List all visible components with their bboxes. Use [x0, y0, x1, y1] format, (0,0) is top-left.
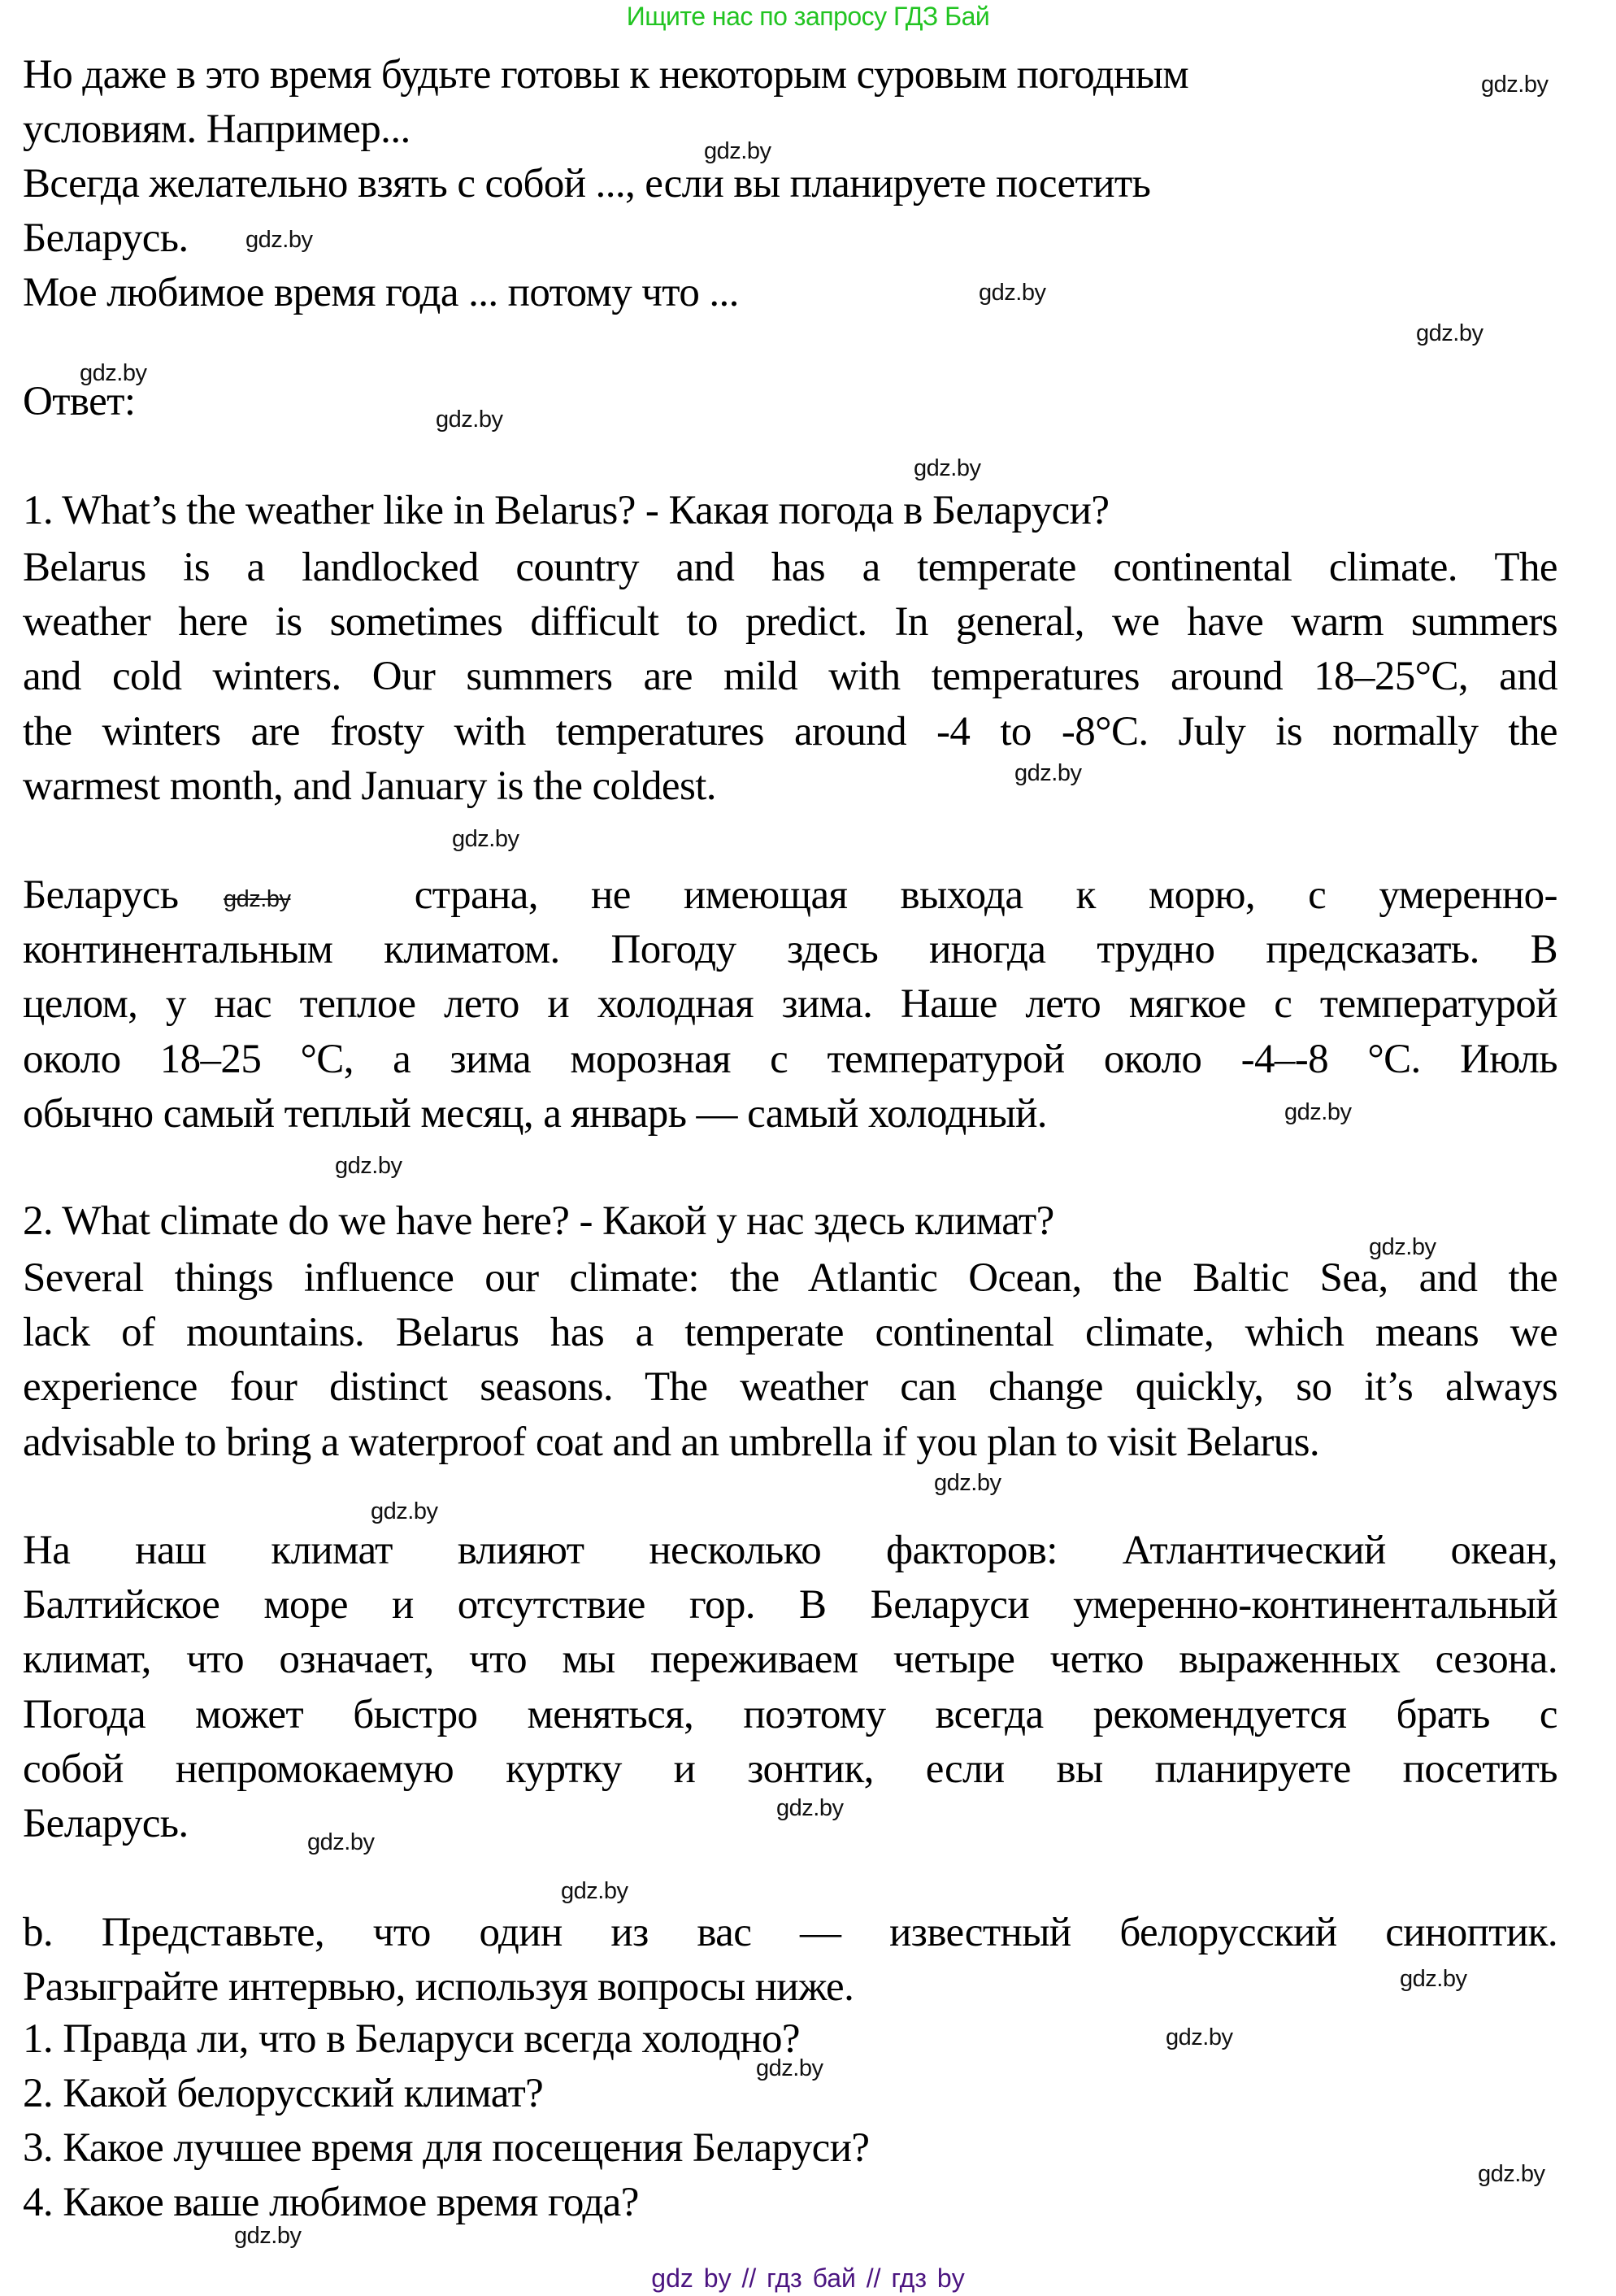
paragraph-line: experience four distinct seasons. The weather can change quickly, so it’s always	[23, 1364, 1557, 1411]
word: На	[23, 1528, 71, 1573]
word: температурой	[827, 1036, 1065, 1082]
site-banner: Ищите нас по запросу ГДЗ Бай	[626, 2, 990, 31]
word: -8°C.	[1061, 708, 1149, 754]
paragraph-line: Беларусь.	[23, 1800, 189, 1846]
section2-english-paragraph	[23, 1251, 1557, 1470]
interview-question: 1. Правда ли, что в Беларуси всегда холодно?	[23, 2016, 800, 2062]
watermark: gdz.by	[224, 886, 291, 912]
watermark: gdz.by	[1478, 2161, 1545, 2187]
word: известный	[889, 1910, 1071, 1955]
prompt-line: Но даже в это время будьте готовы к некоторым суровым погодным	[23, 52, 1189, 98]
word: continental	[1113, 545, 1292, 590]
word: морю,	[1148, 872, 1256, 918]
word: иногда	[928, 927, 1046, 973]
paragraph-line: lack of mountains. Belarus has a temperate continental climate, which means we	[23, 1310, 1557, 1356]
paragraph-line: Разыграйте интервью, используя вопросы ниже.	[23, 1964, 854, 2011]
word: один	[479, 1910, 563, 1955]
word: меняться,	[527, 1691, 694, 1737]
word: —	[799, 1910, 841, 1955]
paragraph-line	[23, 705, 1557, 759]
word: предсказать.	[1266, 927, 1479, 973]
word: a	[246, 545, 265, 590]
word: океан,	[1450, 1528, 1557, 1573]
word: из	[610, 1910, 649, 1955]
paragraph-line: and cold winters. Our summers are mild with temperatures around 18–25°C, and	[23, 654, 1557, 700]
paragraph-line: климат, что означает, что мы переживаем четыре четко выраженных сезона.	[23, 1637, 1557, 1683]
word: °С,	[300, 1036, 354, 1082]
word: temperatures	[555, 708, 764, 754]
word: winters	[102, 708, 221, 754]
word: морозная	[570, 1036, 731, 1082]
word: непромокаемую	[175, 1746, 454, 1792]
word: normally	[1332, 708, 1479, 754]
watermark: gdz.by	[1014, 760, 1082, 786]
watermark: gdz.by	[561, 1878, 628, 1904]
word: The	[1494, 545, 1557, 590]
paragraph-line: Several things influence our climate: the Atlantic Ocean, the Baltic Sea, and the	[23, 1255, 1557, 1301]
word: зонтик,	[747, 1746, 874, 1792]
watermark: gdz.by	[1369, 1234, 1436, 1260]
word: is	[1275, 708, 1303, 754]
watermark: gdz.by	[1400, 1966, 1467, 1992]
word: быстро	[353, 1691, 478, 1737]
paragraph-line: Балтийское море и отсутствие гор. В Беларуси умеренно-континентальный	[23, 1582, 1557, 1629]
word: климатом.	[384, 927, 560, 973]
word: with	[454, 708, 526, 754]
paragraph-line	[23, 1033, 1557, 1087]
word: что	[372, 1910, 431, 1955]
paragraph-line	[23, 1524, 1557, 1578]
word: country	[515, 545, 639, 590]
paragraph-line: advisable to bring a waterproof coat and an umbrella if you plan to visit Belarus.	[23, 1419, 1320, 1465]
paragraph-line: warmest month, and January is the coldest.	[23, 763, 716, 809]
prompt-line: Мое любимое время года ... потому что ...	[23, 270, 739, 315]
word: has	[771, 545, 826, 590]
word: -4	[936, 708, 971, 754]
watermark: gdz.by	[756, 2055, 823, 2081]
watermark: gdz.by	[979, 280, 1046, 306]
word: °С.	[1367, 1036, 1421, 1082]
word: b.	[23, 1910, 54, 1955]
word: с	[1539, 1691, 1557, 1737]
word: около	[23, 1036, 121, 1082]
paragraph-line	[23, 923, 1557, 977]
word: не	[591, 872, 631, 918]
word: куртку	[506, 1746, 622, 1792]
word: July	[1178, 708, 1246, 754]
watermark: gdz.by	[307, 1829, 375, 1855]
watermark: gdz.by	[704, 138, 771, 164]
paragraph-line: weather here is sometimes difficult to predict. In general, we have warm summers	[23, 599, 1557, 646]
interview-question: 3. Какое лучшее время для посещения Беларуси?	[23, 2125, 870, 2171]
word: брать	[1396, 1691, 1490, 1737]
word: Погода	[23, 1691, 146, 1737]
word: the	[23, 708, 72, 754]
word: Беларусь	[23, 872, 179, 918]
interview-question: 4. Какое ваше любимое время года?	[23, 2180, 639, 2225]
word: to	[1000, 708, 1032, 754]
prompt-line: условиям. Например...	[23, 107, 411, 152]
word: temperate	[917, 545, 1076, 590]
paragraph-line	[23, 1906, 1557, 1960]
watermark: gdz.by	[452, 826, 519, 852]
word: landlocked	[302, 545, 479, 590]
paragraph-line: обычно самый теплый месяц, а январь — самый холодный.	[23, 1090, 1047, 1137]
word: факторов:	[886, 1528, 1058, 1573]
word: страна,	[414, 872, 538, 918]
watermark: gdz.by	[234, 2223, 302, 2249]
watermark: gdz.by	[776, 1795, 844, 1821]
word: может	[195, 1691, 304, 1737]
word: around	[793, 708, 906, 754]
word: frosty	[330, 708, 424, 754]
watermark: gdz.by	[371, 1498, 438, 1524]
word: и	[673, 1746, 696, 1792]
paragraph-line	[23, 1742, 1557, 1797]
watermark: gdz.by	[1166, 2024, 1233, 2050]
word: Атлантический	[1122, 1528, 1386, 1573]
word: наш	[135, 1528, 206, 1573]
word: посетить	[1402, 1746, 1557, 1792]
word: здесь	[787, 927, 879, 973]
word: если	[925, 1746, 1005, 1792]
section2-question: 2. What climate do we have here? - Какой у нас здесь климат?	[23, 1198, 1054, 1244]
paragraph-line	[23, 541, 1557, 595]
word: climate.	[1328, 545, 1457, 590]
word: Представьте,	[101, 1910, 325, 1955]
word: трудно	[1097, 927, 1215, 973]
watermark: gdz.by	[1416, 320, 1484, 346]
word: несколько	[649, 1528, 822, 1573]
watermark: gdz.by	[914, 455, 981, 481]
word: and	[676, 545, 735, 590]
section1-english-paragraph	[23, 541, 1557, 814]
word: выхода	[900, 872, 1023, 918]
word: 18–25	[159, 1036, 262, 1082]
prompt-line: Беларусь.	[23, 215, 189, 261]
watermark: gdz.by	[245, 227, 313, 253]
prompt-line: Всегда желательно взять с собой ..., если вы планируете посетить	[23, 161, 1151, 207]
watermark: gdz.by	[1481, 72, 1549, 98]
word: синоптик.	[1385, 1910, 1557, 1955]
word: с	[1308, 872, 1327, 918]
word: Погоду	[610, 927, 736, 973]
word: умеренно-	[1379, 872, 1557, 918]
word: к	[1075, 872, 1096, 918]
word: имеющая	[683, 872, 848, 918]
word: the	[1508, 708, 1557, 754]
word: В	[1530, 927, 1557, 973]
word: вас	[697, 1910, 752, 1955]
word: are	[250, 708, 300, 754]
word: белорусский	[1119, 1910, 1337, 1955]
watermark: gdz.by	[436, 407, 503, 433]
word: планируете	[1154, 1746, 1351, 1792]
word: -4–-8	[1240, 1036, 1329, 1082]
site-footer-banner: gdz by // гдз бай // гдз by	[651, 2263, 965, 2293]
word: Belarus	[23, 545, 146, 590]
paragraph-line: целом, у нас теплое лето и холодная зима. Наше лето мягкое с температурой	[23, 981, 1557, 1028]
watermark: gdz.by	[1284, 1099, 1352, 1125]
word: влияют	[457, 1528, 584, 1573]
word: континентальным	[23, 927, 333, 973]
watermark: gdz.by	[934, 1470, 1001, 1496]
word: is	[183, 545, 210, 590]
watermark: gdz.by	[80, 360, 147, 386]
paragraph-line	[23, 1688, 1557, 1742]
interview-question: 2. Какой белорусский климат?	[23, 2071, 544, 2116]
section1-question: 1. What’s the weather like in Belarus? - Какая погода в Беларуси?	[23, 488, 1110, 533]
word: зима	[450, 1036, 532, 1082]
watermark: gdz.by	[335, 1153, 402, 1179]
word: всегда	[935, 1691, 1044, 1737]
word: Июль	[1459, 1036, 1557, 1082]
word: около	[1103, 1036, 1202, 1082]
word: a	[862, 545, 880, 590]
answer-label: Ответ:	[23, 379, 136, 424]
word: поэтому	[743, 1691, 886, 1737]
word: а	[393, 1036, 411, 1082]
word: вы	[1056, 1746, 1103, 1792]
word: климат	[271, 1528, 393, 1573]
word: собой	[23, 1746, 124, 1792]
word: рекомендуется	[1093, 1691, 1347, 1737]
word: с	[770, 1036, 788, 1082]
section-b-intro	[23, 1906, 1557, 2015]
